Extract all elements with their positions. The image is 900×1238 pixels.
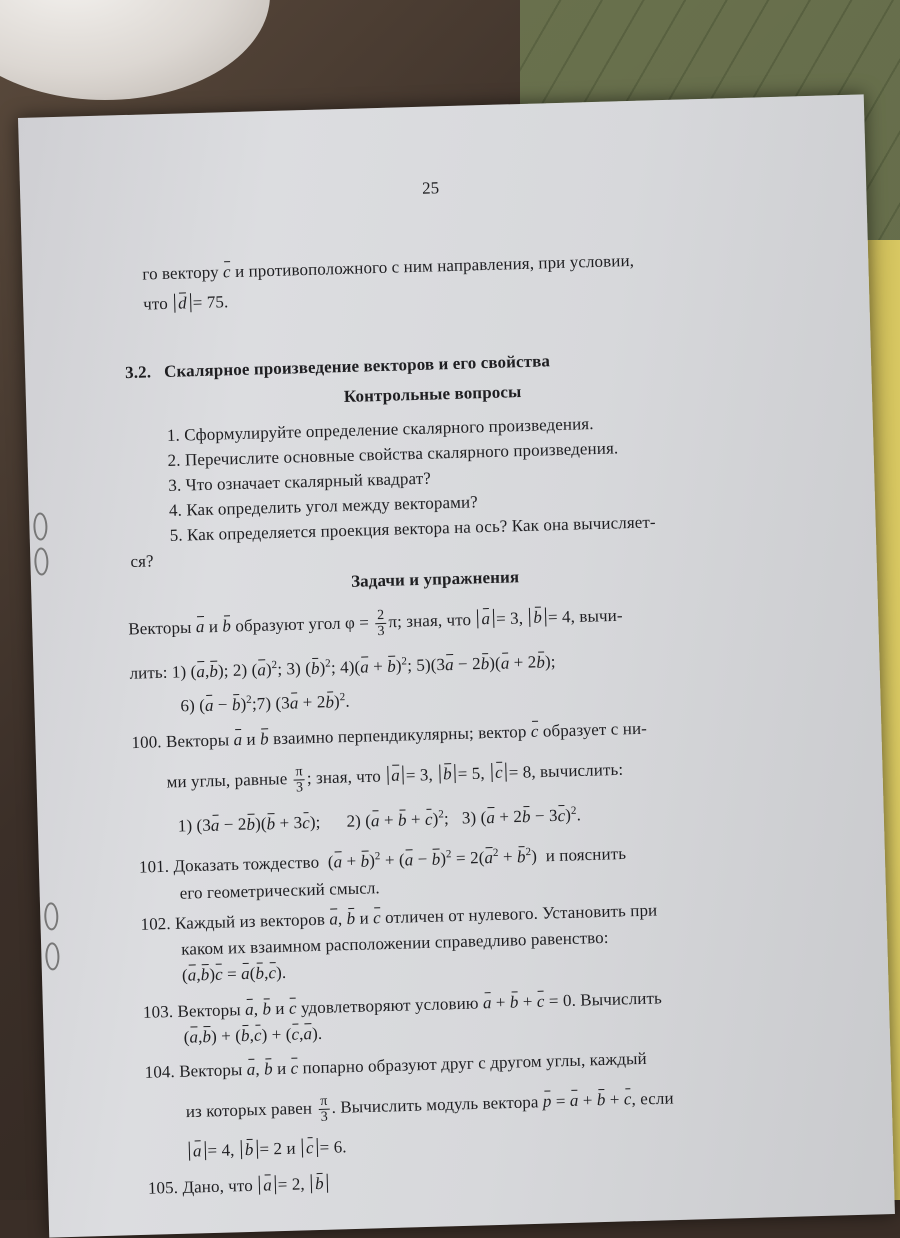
problem-101-line-1: 101. Доказать тождество $(a + b)^2 + (a - b)^2 = 2(a^2 + b^2)$ и пояснить [138, 843, 627, 877]
problem-100-line-3: 1) (3a − 2b)(b + 3c); 2) $(a + b + c)^2$; 3) $(a + 2b - 3c)^2$. [177, 804, 582, 836]
book-page [18, 94, 895, 1237]
tasks-heading: Задачи и упражнения [350, 567, 520, 591]
problem-100-line-2: ми углы, равные $\frac{\pi}{3}$ ; зная, что a = 3, b = 5, c = 8, вычислить: [166, 759, 624, 796]
problem-99-line-3: 6) $(a - b)^2;7$) $(3a + 2b)^2$. [180, 691, 351, 716]
problem-100-line-1: 100. Векторы a и b взаимно перпендикулярны; вектор c образует с ни- [131, 718, 648, 753]
section-heading: 3.2. Скалярное произведение векторов и его свойства [124, 351, 551, 383]
problem-105-line-1: 105. Дано, что a = 2, b [148, 1174, 330, 1199]
binding-ring [45, 942, 60, 970]
control-questions-heading: Контрольные вопросы [343, 382, 522, 407]
question-4: 4. Как определить угол между векторами? [168, 492, 479, 520]
question-1: 1. Сформулируйте определение скалярного произведения. [166, 414, 594, 445]
problem-104-line-3: a = 4, b = 2 и c = 6. [187, 1137, 347, 1161]
problem-99-line-2: лить: 1) (a,b); 2) $(a)^2$; 3) $(b)^2$; $4)(a + b)^2$; 5)(3a − 2b)(a + 2b); [129, 651, 556, 683]
problem-101-line-2: его геометрический смысл. [179, 878, 381, 903]
prev-text-line-2: что d = 75. [142, 292, 229, 314]
problem-102-line-2: каком их взаимном расположении справедливо равенство: [181, 927, 609, 959]
prev-text-line-1: го вектору c и противоположного с ним направления, при условии, [142, 250, 635, 284]
problem-102-line-3: (a,b)c = a(b,c). [181, 962, 287, 985]
question-5: 5. Как определяется проекция вектора на ось? Как она вычисляет- [169, 512, 656, 545]
problem-99-line-1: Векторы a и b образуют угол φ = $\frac{2}{3}$ π; зная, что a = 3, b = 4, вычи- [128, 605, 623, 640]
problem-103-line-2: (a,b) + (b,c) + (c,a). [183, 1023, 323, 1047]
binding-ring [34, 547, 49, 575]
question-2: 2. Перечислите основные свойства скалярного произведения. [167, 438, 619, 470]
problem-103-line-1: 103. Векторы a, b и c удовлетворяют условию a + b + c = 0. Вычислить [142, 988, 663, 1022]
question-5-continuation: ся? [130, 551, 154, 572]
binding-ring [44, 902, 59, 930]
problem-104-line-2: из которых равен $\frac{\pi}{3}$ . Вычислить модуль вектора p = a + b + c, если [185, 1088, 674, 1125]
binding-ring [33, 512, 48, 540]
question-3: 3. Что означает скалярный квадрат? [168, 468, 432, 495]
problem-104-line-1: 104. Векторы a, b и c попарно образуют друг с другом углы, каждый [144, 1048, 647, 1082]
page-number: 25 [421, 178, 440, 198]
problem-102-line-1: 102. Каждый из векторов a, b и c отличен от нулевого. Установить при [140, 900, 658, 934]
